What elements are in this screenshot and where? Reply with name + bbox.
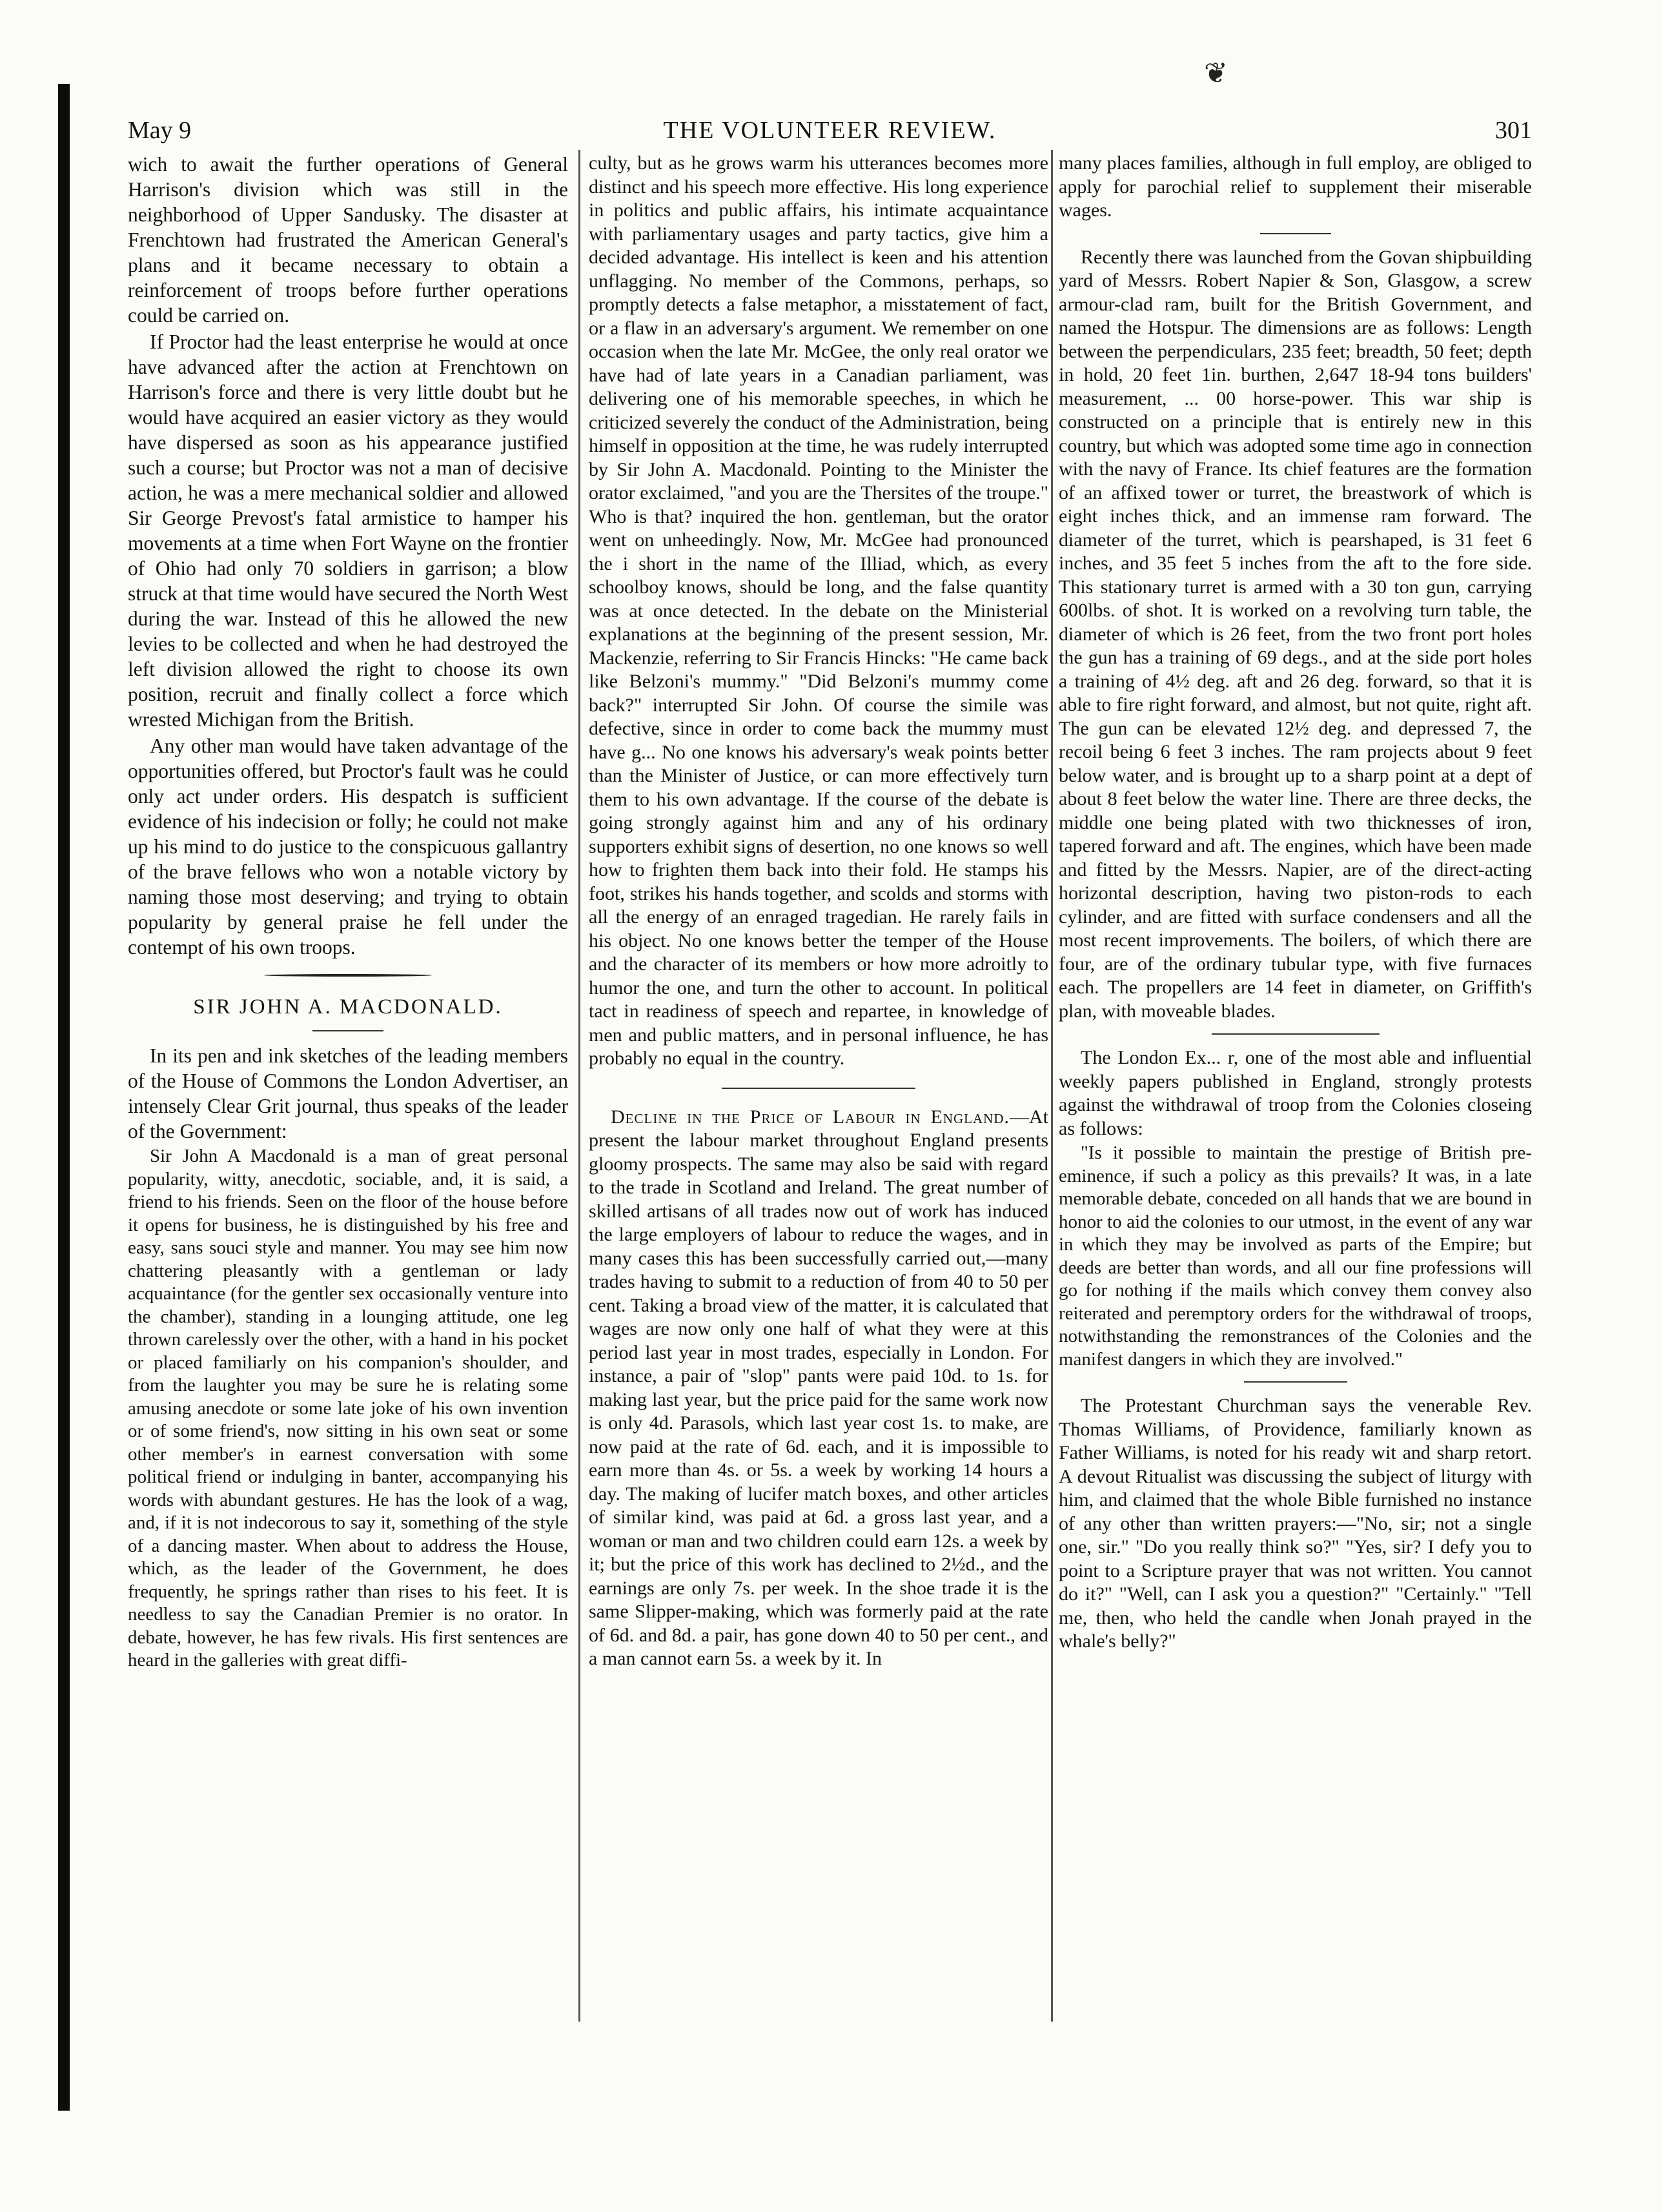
header-date: May 9 bbox=[128, 117, 192, 144]
paragraph: If Proctor had the least enterprise he would at once have advanced after the action at Frenchtown on Harrison's force and there is very little doubt but he would have acquired an easier victory as they would have dispersed as soon as his appearance justified such a course; but Proctor was not a man of decisive action, he was a mere mechanical soldier and allowed Sir George Prevost's fatal armistice to hamper his movements at a time when Fort Wayne on the frontier of Ohio had only 70 soldiers in garrison; a blow struck at that time would have secured the North West during the war. Instead of this he allowed the new levies to be collected and when he had destroyed the left division allowed the right to choose its own position, recruit and finally collect a force which wrested Michigan from the British. bbox=[128, 330, 568, 731]
paragraph: The Protestant Churchman says the venerable Rev. Thomas Williams, of Providence, familiarly known as Father Williams, is noted for his ready wit and sharp retort. A devout Ritualist was discussing the subject of liturgy with him, and claimed that the whole Bible furnished no instance of any other than written prayers:—"No, sir; not a single one, sir." "Do you really think so?" "Yes, sir? I defy you to point to a Scripture prayer that was not written. You cannot do it?" "Well, can I ask you a question?" "Certainly." "Tell me, then, who held the candle when Jonah prayed in the whale's belly?" bbox=[1059, 1395, 1532, 1652]
paragraph: culty, but as he grows warm his utterances becomes more distinct and his speech more effective. His long experience in politics and public affairs, his intimate acquaintance with parliamentary usages and party tactics, give him a decided advantage. His intellect is keen and his attention unflagging. No member of the Commons, perhaps, so promptly detects a false metaphor, a misstatement of fact, or a flaw in an adversary's argument. We remember on one occasion when the late Mr. McGee, the only real orator we have had of late years in a Canadian parliament, was delivering one of his memorable speeches, in which he criticized severely the conduct of the Administration, being himself in opposition at the time, he was rudely interrupted by Sir John A. Macdonald. Pointing to the Minister the orator exclaimed, "and you are the Thersites of the troupe." Who is that? inquired the hon. gentleman, but the orator went on unheedingly. Now, Mr. McGee had pronounced the i short in the name of the Illiad, which, as every schoolboy knows, should be long, and the false quantity was at once detected. In the debate on the Ministerial explanations at the beginning of the present session, Mr. Mackenzie, referring to Sir Francis Hincks: "He came back like Belzoni's mummy." "Did Belzoni's mummy come back?" interrupted Sir John. Of course the simile was defective, since in order to come back the mummy must have g... No one knows his adversary's weak points better than the Minister of Justice, or can more effectively turn them to his own advantage. If the course of the debate is going strongly against him and any of his ordinary supporters exhibit signs of desertion, no one knows so well how to frighten them back into their fold. He stamps his foot, strikes his hands together, and scolds and storms with all the energy of an enraged tragedian. He rarely fails in his object. No one knows better the temper of the House and the character of its members or how more adroitly to humor the one, and turn the other to account. In political tact in readiness of speech and repartee, in knowledge of men and public matters, and in personal influence, he has probably no equal in the country. bbox=[589, 152, 1048, 1069]
paragraph: Any other man would have taken advantage of the opportunities offered, but Proctor's fault was he could only act under orders. His despatch is sufficient evidence of his indecision or folly; he could not make up his mind to do justice to the conspicuous gallantry of the brave fellows who won a notable victory by naming those most deserving; and trying to obtain popularity by general praise he fell under the contempt of his own troops. bbox=[128, 735, 568, 959]
quoted-paragraph: "Is it possible to maintain the prestige of British pre-eminence, if such a policy as this prevails? It was, in a late memorable debate, conceded on all hands that we are bound in honor to aid the colonies to our utmost, in the event of any war in which they may be involved as parts of the Empire; but deeds are better than words, and all our fine professions will go for nothing if the mails which convey them convey also reiterated and peremptory orders for the withdrawal of troops, notwithstanding the remonstrances of the Colonies and the manifest dangers in which they are involved." bbox=[1059, 1142, 1532, 1370]
section-divider bbox=[722, 1088, 915, 1089]
column-rule-1 bbox=[578, 150, 580, 2022]
quoted-paragraph: Sir John A Macdonald is a man of great personal popularity, witty, anecdotic, sociable, and, it is said, a friend to his friends. Seen on the floor of the house before it opens for business, he is distinguished by his free and easy, sans souci style and manner. You may see him now chattering pleasantly with a gentleman or lady acquaintance (for the gentler sex occasionally venture into the chamber), standing in a lounging attitude, one leg thrown carelessly over the other, with a hand in his pocket or placed familiarly on his companion's shoulder, and from the laughter you may be sure he is relating some amusing anecdote or some late joke of his own invention or of some friend's, now sitting in his own seat or some other member's in earnest conversation with some political friend or indulging in banter, accompanying his words with abundant gestures. He has the look of a wag, and, if it is not indecorous to say it, something of the style of a dancing master. When about to address the House, which, as the leader of the Government, he does frequently, he springs rather than rises to his feet. It is needless to say the Canadian Premier is no orator. In debate, however, he has few rivals. His first sentences are heard in the galleries with great diffi- bbox=[128, 1146, 568, 1670]
column-2 bbox=[589, 152, 1048, 1671]
journal-title: THE VOLUNTEER REVIEW. bbox=[663, 117, 997, 144]
paragraph-text: —At present the labour market throughout England presents gloomy prospects. The same may also be said with regard to the trade in Scotland and Ireland. The great number of skilled artisans of all trades now out of work has induced the large employers of labour to reduce the wages, and in many cases this has been successfully carried out,—many trades having to submit to a reduction of from 40 to 50 per cent. Taking a broad view of the matter, it is calculated that wages are now only one half of what they were at this period last year in most trades, especially in London. For instance, a pair of "slop" pants were paid 10d. to 1s. for making last year, but the price paid for the same work now is only 4d. Parasols, which last year cost 1s. to make, are now paid at the rate of 6d. each, and it is impossible to earn more than 4s. or 5s. a week by working 14 hours a day. The making of lucifer match boxes, and other articles of similar kind, was paid at 6d. a gross last year, and a woman or man and two children could earn 12s. a week by it; but the price of this work has declined to 2½d., and the earnings are only 7s. per week. In the shoe trade it is the same Slipper-making, which was formerly paid at the rate of 6d. and 8d. a pair, has gone down 40 to 50 per cent., and a man cannot earn 5s. a week by it. In bbox=[589, 1106, 1048, 1669]
section-divider bbox=[1212, 1033, 1380, 1035]
section-divider bbox=[1244, 1381, 1347, 1383]
section-divider bbox=[1260, 233, 1331, 234]
ink-mark-icon: ❦ bbox=[1204, 57, 1228, 89]
section-divider bbox=[312, 1030, 383, 1031]
section-divider bbox=[264, 974, 432, 977]
column-1 bbox=[128, 152, 568, 1672]
page-binding-edge bbox=[58, 84, 70, 2111]
paragraph-title: Decline in the Price of Labour in England. bbox=[611, 1106, 1010, 1128]
paragraph: In its pen and ink sketches of the leading members of the House of Commons the London Advertiser, an intensely Clear Grit journal, thus speaks of the leader of the Government: bbox=[128, 1044, 568, 1142]
page-header bbox=[128, 116, 1532, 148]
article-heading: SIR JOHN A. MACDONALD. bbox=[193, 995, 503, 1019]
column-3 bbox=[1059, 152, 1532, 1654]
paragraph: The London Ex... r, one of the most able and influential weekly papers published in England, strongly protests against the withdrawal of troop from the Colonies closeing as follows: bbox=[1059, 1047, 1532, 1139]
paragraph bbox=[589, 1106, 1048, 1671]
page-number: 301 bbox=[1495, 117, 1532, 144]
paragraph: Recently there was launched from the Govan shipbuilding yard of Messrs. Robert Napier & Son, Glasgow, a screw armour-clad ram, built for the British Government, and named the Hotspur. The dimensions are as follows: Length between the perpendiculars, 235 feet; breadth, 50 feet; depth in hold, 20 feet 1in. burthen, 2,647 18-94 tons builders' measurement, ... 00 horse-power. This war ship is constructed on a principle that is entirely new in this country, but which was adopted some time ago in connection with the navy of France. Its chief features are the formation of an affixed tower or turret, the breastwork of which is eight inches thick, and an immense ram forward. The diameter of the turret, which is pearshaped, is 31 feet 6 inches, and 35 feet 5 inches from the aft to the fore side. This stationary turret is armed with a 30 ton gun, carrying 600lbs. of shot. It is worked on a revolving turn table, the diameter of which is 26 feet, from the two front port holes the gun has a training of 69 degs., and at the side port holes a training of 4½ deg. aft and 26 deg. forward, so that it is able to fire right forward, and almost, but not quite, right aft. The gun can be elevated 12½ deg. and depressed 7, the recoil being 6 feet 3 inches. The ram projects about 9 feet below water, and is brought up to a sharp point at a dept of about 8 feet below the water line. There are three decks, the middle one being plated with two thicknesses of iron, tapered forward and aft. The engines, which have been made and fitted by the Messrs. Napier, are of the direct-acting horizontal description, having two piston-rods to each cylinder, and are fitted with surface condensers and all the most recent improvements. The boilers, of which there are four, are of the ordinary tubular type, with five furnaces each. The propellers are 14 feet in diameter, on Griffith's plan, with moveable blades. bbox=[1059, 246, 1532, 1022]
paragraph: wich to await the further operations of General Harrison's division which was still in the neighborhood of Upper Sandusky. The disaster at Frenchtown had frustrated the American General's plans and it became necessary to obtain a reinforcement of troops before further operations could be carried on. bbox=[128, 153, 568, 327]
column-rule-2 bbox=[1051, 150, 1053, 2022]
paragraph: many places families, although in full employ, are obliged to apply for parochial relief to supplement their miserable wages. bbox=[1059, 152, 1532, 221]
